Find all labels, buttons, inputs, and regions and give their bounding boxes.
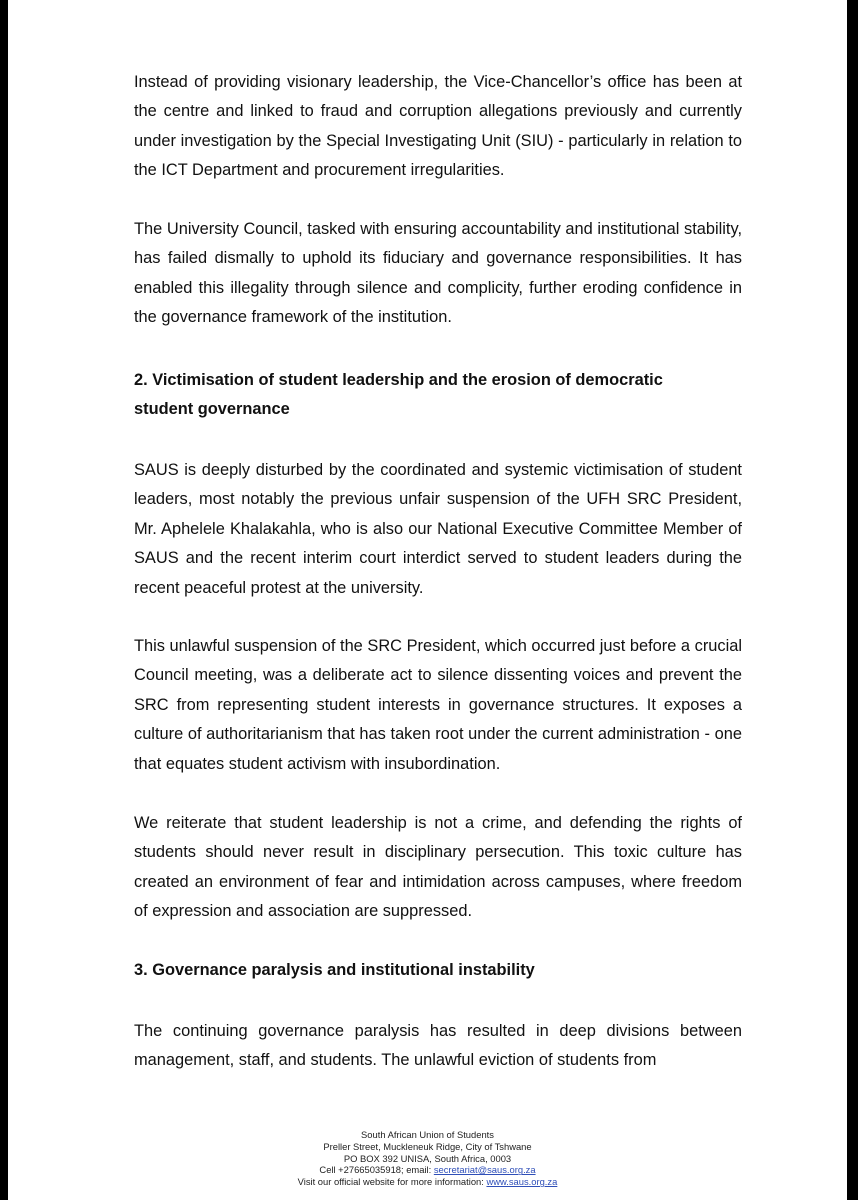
footer-website-link[interactable]: www.saus.org.za [486,1176,558,1188]
footer-contact-prefix: Cell +27665035918; email: [319,1164,434,1176]
section-heading-2-line1: 2. Victimisation of student leadership and the erosion of democratic [134,371,663,389]
paragraph-university-council: The University Council, tasked with ensuring accountability and institutional stability, has failed dismally to uphold its fiduciary and governance responsibilities. It has enabled this illegality through silence and complicity, further eroding confidence in the governance framework of the institution. [134,220,742,327]
footer-website-line [8,1176,847,1188]
footer-contact-line [8,1164,847,1176]
page-footer [8,1129,847,1188]
section-heading-3: 3. Governance paralysis and institutional instability [134,961,535,979]
footer-email-link[interactable]: secretariat@saus.org.za [433,1164,536,1176]
footer-street: Preller Street, Muckleneuk Ridge, City of Tshwane [323,1140,532,1152]
document-page [8,0,847,1200]
paragraph-vc-office: Instead of providing visionary leadership, the Vice-Chancellor’s office has been at the centre and linked to fraud and corruption allegations previously and currently under investigation by the Special Investigating Unit (SIU) - particularly in relation to the ICT Department and procurement irregularities. [134,73,742,180]
footer-website-prefix: Visit our official website for more information: [297,1176,487,1188]
paragraph-governance-paralysis: The continuing governance paralysis has resulted in deep divisions between management, staff, and students. The unlawful eviction of students from [134,1022,742,1070]
paragraph-student-leadership: We reiterate that student leadership is not a crime, and defending the rights of students should never result in disciplinary persecution. This toxic culture has created an environment of fear and intimidation across campuses, where freedom of expression and association are suppressed. [134,814,742,921]
paragraph-victimisation: SAUS is deeply disturbed by the coordinated and systemic victimisation of student leaders, most notably the previous unfair suspension of the UFH SRC President, Mr. Aphelele Khalakahla, who is also our National Executive Committee Member of SAUS and the recent interim court interdict served to student leaders during the recent peaceful protest at the university. [134,461,742,597]
paragraph-unlawful-suspension: This unlawful suspension of the SRC President, which occurred just before a crucial Council meeting, was a deliberate act to silence dissenting voices and prevent the SRC from representing student interests in governance structures. It exposes a culture of authoritarianism that has taken root under the current administration - one that equates student activism with insubordination. [134,637,742,773]
section-heading-2 [134,366,742,425]
footer-po-box: PO BOX 392 UNISA, South Africa, 0003 [343,1152,512,1164]
footer-org-name: South African Union of Students [361,1129,494,1140]
section-heading-2-line2: student governance [134,400,290,419]
